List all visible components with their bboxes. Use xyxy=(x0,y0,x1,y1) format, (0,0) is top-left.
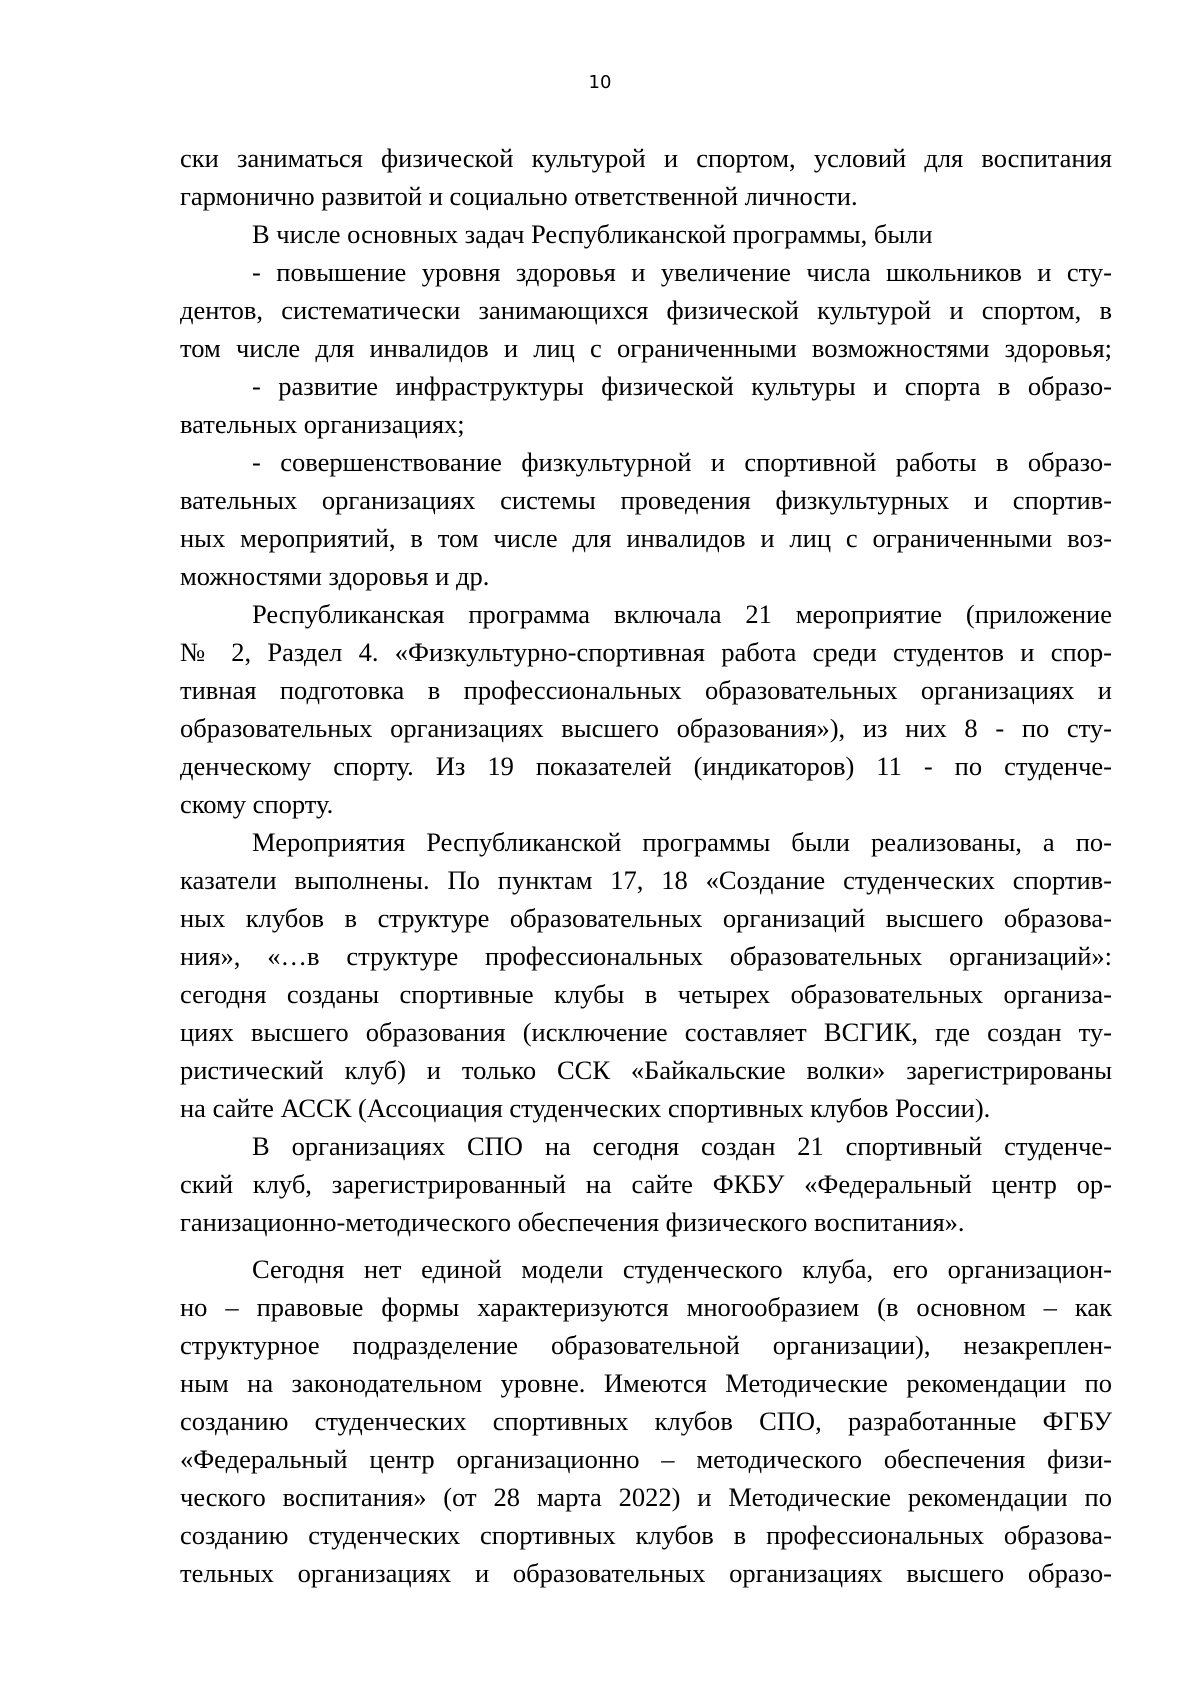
text-line: скому спорту. xyxy=(180,789,334,819)
text-line: ния», «…в структуре профессиональных образовательных организаций»: xyxy=(180,941,1112,971)
text-line: - совершенствование физкультурной и спортивной работы в образо- xyxy=(252,447,1112,477)
text-line: гармонично развитой и социально ответственной личности. xyxy=(180,181,858,211)
text-line: Республиканская программа включала 21 мероприятие (приложение xyxy=(252,599,1112,629)
text-line: - повышение уровня здоровья и увеличение числа школьников и сту- xyxy=(252,257,1112,287)
text-line: № 2, Раздел 4. «Физкультурно-спортивная работа среди студентов и спор- xyxy=(180,637,1112,667)
text-line: ным на законодательном уровне. Имеются Методические рекомендации по xyxy=(180,1368,1112,1398)
text-line: том числе для инвалидов и лиц с ограниченными возможностями здоровья; xyxy=(180,333,1112,363)
text-line: денческому спорту. Из 19 показателей (индикаторов) 11 - по студенче- xyxy=(180,751,1112,781)
text-line: В организациях СПО на сегодня создан 21 спортивный студенче- xyxy=(252,1131,1112,1161)
text-line: ных мероприятий, в том числе для инвалидов и лиц с ограниченными воз- xyxy=(180,523,1112,553)
text-line: Сегодня нет единой модели студенческого клуба, его организацион- xyxy=(252,1254,1112,1284)
text-line: дентов, систематически занимающихся физической культурой и спортом, в xyxy=(180,295,1112,325)
text-line: казатели выполнены. По пунктам 17, 18 «Создание студенческих спортив- xyxy=(180,865,1112,895)
text-line: ски заниматься физической культурой и спортом, условий для воспитания xyxy=(180,143,1112,173)
text-line: образовательных организациях высшего образования»), из них 8 - по сту- xyxy=(180,713,1112,743)
text-line: вательных организациях системы проведения физкультурных и спортив- xyxy=(180,485,1112,515)
text-line: ристический клуб) и только ССК «Байкальские волки» зарегистрированы xyxy=(180,1055,1112,1085)
text-line: В числе основных задач Республиканской программы, были xyxy=(252,219,933,249)
text-line: ных клубов в структуре образовательных организаций высшего образова- xyxy=(180,903,1112,933)
text-line: созданию студенческих спортивных клубов в профессиональных образова- xyxy=(180,1520,1112,1550)
text-line: «Федеральный центр организационно – методического обеспечения физи- xyxy=(180,1444,1112,1474)
text-line: на сайте АССК (Ассоциация студенческих спортивных клубов России). xyxy=(180,1093,991,1123)
text-line: ческого воспитания» (от 28 марта 2022) и Методические рекомендации по xyxy=(180,1482,1112,1512)
text-line: Мероприятия Республиканской программы были реализованы, а по- xyxy=(252,827,1112,857)
text-line: ганизационно-методического обеспечения физического воспитания». xyxy=(180,1207,965,1237)
text-line: вательных организациях; xyxy=(180,409,465,439)
text-line: но – правовые формы характеризуются многообразием (в основном – как xyxy=(180,1292,1112,1322)
text-line: - развитие инфраструктуры физической культуры и спорта в образо- xyxy=(252,371,1112,401)
text-line: ский клуб, зарегистрированный на сайте ФКБУ «Федеральный центр ор- xyxy=(180,1169,1112,1199)
text-line: структурное подразделение образовательной организации), незакреплен- xyxy=(180,1330,1112,1360)
page-number: 10 xyxy=(588,72,612,93)
text-line: созданию студенческих спортивных клубов СПО, разработанные ФГБУ xyxy=(180,1406,1112,1436)
text-line: можностями здоровья и др. xyxy=(180,561,490,591)
text-line: тивная подготовка в профессиональных образовательных организациях и xyxy=(180,675,1112,705)
text-line: сегодня созданы спортивные клубы в четырех образовательных организа- xyxy=(180,979,1112,1009)
text-line: тельных организациях и образовательных организациях высшего образо- xyxy=(180,1558,1112,1588)
text-line: циях высшего образования (исключение составляет ВСГИК, где создан ту- xyxy=(180,1017,1112,1047)
